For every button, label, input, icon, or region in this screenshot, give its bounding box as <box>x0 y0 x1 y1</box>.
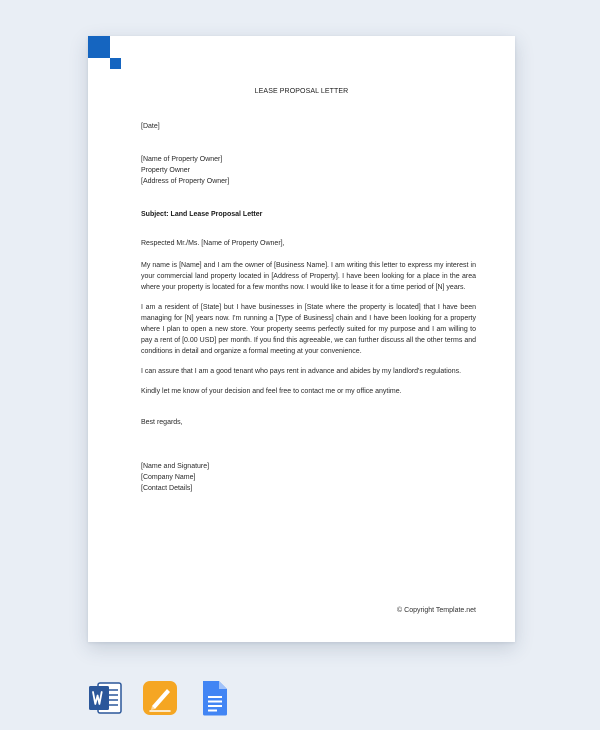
paragraph-2: I am a resident of [State] but I have businesses in [State where the property is located] that I have been managing for [N] years now. I'm running a [Type of Business] chain and I have been looking for a property where I plan to open a new store. Your property seems perfectly suited for my purpose and I am willing to pay a rent of [0.00 USD] per month. If you find this agreeable, we can further discuss all the other terms and conditions in detail and organize a formal meeting at your convenience. <box>141 304 476 355</box>
paragraph-3: I can assure that I am a good tenant who pays rent in advance and abides by my landlord's regulations. <box>141 368 462 375</box>
signature-name: [Name and Signature] <box>141 463 210 470</box>
recipient-name: [Name of Property Owner] <box>141 156 223 163</box>
letter-date: [Date] <box>141 123 160 130</box>
google-docs-icon[interactable] <box>196 680 232 716</box>
signature-block <box>141 461 476 494</box>
document-title: LEASE PROPOSAL LETTER <box>254 88 349 95</box>
corner-decoration-small <box>110 58 121 69</box>
copyright-text: © Copyright Template.net <box>397 607 476 614</box>
letter-subject: Subject: Land Lease Proposal Letter <box>141 211 263 218</box>
recipient-block <box>141 154 476 187</box>
word-icon[interactable] <box>88 680 124 716</box>
document-page <box>88 36 515 642</box>
paragraph-1: My name is [Name] and I am the owner of [Business Name]. I am writing this letter to express my interest in your commercial land property located in [Address of Property]. I have been looking for a place in the area where your property is located for a few months now. I would like to lease it for a time period of [N] years. <box>141 262 476 291</box>
signature-contact: [Contact Details] <box>141 485 193 492</box>
paragraph-4: Kindly let me know of your decision and feel free to contact me or my office anytime. <box>141 388 402 395</box>
letter-body <box>141 121 476 494</box>
letter-closing: Best regards, <box>141 419 183 426</box>
app-icons <box>88 680 248 718</box>
recipient-role: Property Owner <box>141 167 191 174</box>
pages-icon[interactable] <box>142 680 178 716</box>
signature-company: [Company Name] <box>141 474 196 481</box>
corner-decoration-large <box>88 36 110 58</box>
recipient-address: [Address of Property Owner] <box>141 178 230 185</box>
letter-salutation: Respected Mr./Ms. [Name of Property Owner], <box>141 240 285 247</box>
